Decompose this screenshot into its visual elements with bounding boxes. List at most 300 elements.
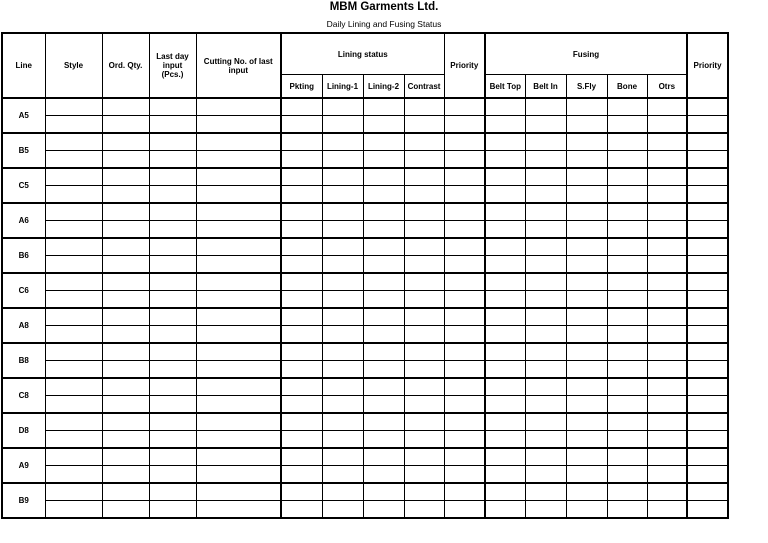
table-cell[interactable]: [525, 168, 566, 186]
table-cell[interactable]: [525, 291, 566, 309]
table-cell[interactable]: [102, 396, 149, 414]
table-cell[interactable]: [149, 501, 196, 519]
table-cell[interactable]: [404, 116, 444, 134]
table-cell[interactable]: [647, 133, 687, 151]
table-cell[interactable]: [45, 448, 102, 466]
table-cell[interactable]: [566, 501, 607, 519]
table-cell[interactable]: [196, 291, 281, 309]
table-cell[interactable]: [149, 326, 196, 344]
table-cell[interactable]: [444, 501, 485, 519]
table-cell[interactable]: [196, 466, 281, 484]
table-cell[interactable]: [102, 431, 149, 449]
table-cell[interactable]: [196, 308, 281, 326]
table-cell[interactable]: [363, 308, 404, 326]
table-cell[interactable]: [485, 221, 525, 239]
table-cell[interactable]: [607, 308, 647, 326]
table-cell[interactable]: [149, 238, 196, 256]
table-cell[interactable]: [566, 151, 607, 169]
table-cell[interactable]: [102, 378, 149, 396]
table-cell[interactable]: [363, 291, 404, 309]
table-cell[interactable]: [149, 291, 196, 309]
table-cell[interactable]: [444, 116, 485, 134]
table-cell[interactable]: [404, 501, 444, 519]
table-cell[interactable]: [322, 273, 363, 291]
table-cell[interactable]: [525, 98, 566, 116]
table-cell[interactable]: [647, 431, 687, 449]
table-cell[interactable]: [525, 378, 566, 396]
table-cell[interactable]: [102, 326, 149, 344]
table-cell[interactable]: [196, 378, 281, 396]
table-cell[interactable]: [444, 256, 485, 274]
table-cell[interactable]: [363, 343, 404, 361]
table-cell[interactable]: [281, 466, 322, 484]
table-cell[interactable]: [45, 326, 102, 344]
table-cell[interactable]: [444, 186, 485, 204]
table-cell[interactable]: [485, 186, 525, 204]
table-cell[interactable]: [404, 203, 444, 221]
table-cell[interactable]: [363, 483, 404, 501]
table-cell[interactable]: [281, 413, 322, 431]
table-cell[interactable]: [363, 448, 404, 466]
table-cell[interactable]: [485, 291, 525, 309]
table-cell[interactable]: [607, 238, 647, 256]
table-cell[interactable]: [566, 116, 607, 134]
table-cell[interactable]: [444, 413, 485, 431]
table-cell[interactable]: [647, 361, 687, 379]
table-cell[interactable]: [102, 413, 149, 431]
table-cell[interactable]: [444, 203, 485, 221]
table-cell[interactable]: [485, 448, 525, 466]
table-cell[interactable]: [444, 238, 485, 256]
table-cell[interactable]: [149, 203, 196, 221]
table-cell[interactable]: [444, 483, 485, 501]
table-cell[interactable]: [322, 256, 363, 274]
table-cell[interactable]: [102, 483, 149, 501]
table-cell[interactable]: [607, 466, 647, 484]
table-cell[interactable]: [647, 413, 687, 431]
table-cell[interactable]: [607, 483, 647, 501]
table-cell[interactable]: [196, 501, 281, 519]
table-cell[interactable]: [45, 221, 102, 239]
table-cell[interactable]: [363, 186, 404, 204]
table-cell[interactable]: [102, 466, 149, 484]
table-cell[interactable]: [607, 501, 647, 519]
table-cell[interactable]: [281, 151, 322, 169]
table-cell[interactable]: [322, 343, 363, 361]
table-cell[interactable]: [45, 431, 102, 449]
table-cell[interactable]: [607, 151, 647, 169]
table-cell[interactable]: [102, 291, 149, 309]
table-cell[interactable]: [45, 343, 102, 361]
table-cell[interactable]: [196, 483, 281, 501]
table-cell[interactable]: [196, 151, 281, 169]
table-cell[interactable]: [566, 221, 607, 239]
table-cell[interactable]: [485, 203, 525, 221]
table-cell[interactable]: [322, 413, 363, 431]
table-cell[interactable]: [404, 378, 444, 396]
table-cell[interactable]: [45, 186, 102, 204]
table-cell[interactable]: [363, 501, 404, 519]
table-cell[interactable]: [149, 308, 196, 326]
table-cell[interactable]: [149, 448, 196, 466]
table-cell[interactable]: [647, 308, 687, 326]
table-cell[interactable]: [102, 221, 149, 239]
table-cell[interactable]: [647, 483, 687, 501]
table-cell[interactable]: [566, 431, 607, 449]
table-cell[interactable]: [607, 98, 647, 116]
table-cell[interactable]: [525, 186, 566, 204]
table-cell[interactable]: [196, 133, 281, 151]
table-cell[interactable]: [687, 413, 728, 431]
table-cell[interactable]: [363, 221, 404, 239]
table-cell[interactable]: [485, 133, 525, 151]
table-cell[interactable]: [196, 448, 281, 466]
table-cell[interactable]: [525, 221, 566, 239]
table-cell[interactable]: [525, 501, 566, 519]
table-cell[interactable]: [525, 343, 566, 361]
table-cell[interactable]: [525, 308, 566, 326]
table-cell[interactable]: [485, 326, 525, 344]
table-cell[interactable]: [102, 116, 149, 134]
table-cell[interactable]: [566, 396, 607, 414]
table-cell[interactable]: [404, 361, 444, 379]
table-cell[interactable]: [485, 116, 525, 134]
table-cell[interactable]: [485, 256, 525, 274]
table-cell[interactable]: [404, 133, 444, 151]
table-cell[interactable]: [404, 291, 444, 309]
table-cell[interactable]: [363, 431, 404, 449]
table-cell[interactable]: [687, 308, 728, 326]
table-cell[interactable]: [45, 483, 102, 501]
table-cell[interactable]: [566, 448, 607, 466]
table-cell[interactable]: [566, 98, 607, 116]
table-cell[interactable]: [102, 361, 149, 379]
table-cell[interactable]: [196, 168, 281, 186]
table-cell[interactable]: [322, 483, 363, 501]
table-cell[interactable]: [149, 273, 196, 291]
table-cell[interactable]: [281, 396, 322, 414]
table-cell[interactable]: [607, 133, 647, 151]
table-cell[interactable]: [404, 448, 444, 466]
table-cell[interactable]: [404, 256, 444, 274]
table-cell[interactable]: [607, 168, 647, 186]
table-cell[interactable]: [149, 413, 196, 431]
table-cell[interactable]: [363, 326, 404, 344]
table-cell[interactable]: [444, 168, 485, 186]
table-cell[interactable]: [45, 98, 102, 116]
table-cell[interactable]: [102, 238, 149, 256]
table-cell[interactable]: [647, 273, 687, 291]
table-cell[interactable]: [444, 273, 485, 291]
table-cell[interactable]: [281, 291, 322, 309]
table-cell[interactable]: [404, 238, 444, 256]
table-cell[interactable]: [363, 238, 404, 256]
table-cell[interactable]: [566, 466, 607, 484]
table-cell[interactable]: [149, 186, 196, 204]
table-cell[interactable]: [687, 483, 728, 501]
table-cell[interactable]: [687, 238, 728, 256]
table-cell[interactable]: [45, 273, 102, 291]
table-cell[interactable]: [322, 378, 363, 396]
table-cell[interactable]: [102, 203, 149, 221]
table-cell[interactable]: [525, 256, 566, 274]
table-cell[interactable]: [647, 343, 687, 361]
table-cell[interactable]: [607, 326, 647, 344]
table-cell[interactable]: [607, 273, 647, 291]
table-cell[interactable]: [687, 291, 728, 309]
table-cell[interactable]: [363, 466, 404, 484]
table-cell[interactable]: [45, 238, 102, 256]
table-cell[interactable]: [149, 151, 196, 169]
table-cell[interactable]: [485, 361, 525, 379]
table-cell[interactable]: [149, 98, 196, 116]
table-cell[interactable]: [149, 378, 196, 396]
table-cell[interactable]: [149, 361, 196, 379]
table-cell[interactable]: [687, 186, 728, 204]
table-cell[interactable]: [149, 483, 196, 501]
table-cell[interactable]: [404, 308, 444, 326]
table-cell[interactable]: [363, 116, 404, 134]
table-cell[interactable]: [149, 221, 196, 239]
table-cell[interactable]: [322, 133, 363, 151]
table-cell[interactable]: [647, 168, 687, 186]
table-cell[interactable]: [363, 168, 404, 186]
table-cell[interactable]: [485, 396, 525, 414]
table-cell[interactable]: [525, 396, 566, 414]
table-cell[interactable]: [444, 151, 485, 169]
table-cell[interactable]: [322, 221, 363, 239]
table-cell[interactable]: [45, 466, 102, 484]
table-cell[interactable]: [322, 361, 363, 379]
table-cell[interactable]: [485, 151, 525, 169]
table-cell[interactable]: [404, 98, 444, 116]
table-cell[interactable]: [607, 221, 647, 239]
table-cell[interactable]: [566, 273, 607, 291]
table-cell[interactable]: [647, 116, 687, 134]
table-cell[interactable]: [196, 396, 281, 414]
table-cell[interactable]: [566, 413, 607, 431]
table-cell[interactable]: [363, 256, 404, 274]
table-cell[interactable]: [322, 203, 363, 221]
table-cell[interactable]: [607, 116, 647, 134]
table-cell[interactable]: [45, 168, 102, 186]
table-cell[interactable]: [566, 238, 607, 256]
table-cell[interactable]: [45, 413, 102, 431]
table-cell[interactable]: [607, 361, 647, 379]
table-cell[interactable]: [281, 168, 322, 186]
table-cell[interactable]: [45, 151, 102, 169]
table-cell[interactable]: [687, 168, 728, 186]
table-cell[interactable]: [149, 168, 196, 186]
table-cell[interactable]: [525, 361, 566, 379]
table-cell[interactable]: [525, 326, 566, 344]
table-cell[interactable]: [647, 221, 687, 239]
table-cell[interactable]: [404, 396, 444, 414]
table-cell[interactable]: [607, 203, 647, 221]
table-cell[interactable]: [196, 361, 281, 379]
table-cell[interactable]: [322, 151, 363, 169]
table-cell[interactable]: [281, 361, 322, 379]
table-cell[interactable]: [149, 116, 196, 134]
table-cell[interactable]: [687, 396, 728, 414]
table-cell[interactable]: [687, 151, 728, 169]
table-cell[interactable]: [525, 448, 566, 466]
table-cell[interactable]: [607, 291, 647, 309]
table-cell[interactable]: [45, 308, 102, 326]
table-cell[interactable]: [566, 186, 607, 204]
table-cell[interactable]: [687, 116, 728, 134]
table-cell[interactable]: [444, 98, 485, 116]
table-cell[interactable]: [485, 431, 525, 449]
table-cell[interactable]: [687, 466, 728, 484]
table-cell[interactable]: [102, 343, 149, 361]
table-cell[interactable]: [363, 98, 404, 116]
table-cell[interactable]: [281, 256, 322, 274]
table-cell[interactable]: [102, 186, 149, 204]
table-cell[interactable]: [322, 308, 363, 326]
table-cell[interactable]: [566, 326, 607, 344]
table-cell[interactable]: [687, 326, 728, 344]
table-cell[interactable]: [322, 466, 363, 484]
table-cell[interactable]: [647, 186, 687, 204]
table-cell[interactable]: [363, 361, 404, 379]
table-cell[interactable]: [322, 291, 363, 309]
table-cell[interactable]: [687, 221, 728, 239]
table-cell[interactable]: [196, 116, 281, 134]
table-cell[interactable]: [566, 308, 607, 326]
table-cell[interactable]: [566, 203, 607, 221]
table-cell[interactable]: [485, 501, 525, 519]
table-cell[interactable]: [45, 361, 102, 379]
table-cell[interactable]: [281, 133, 322, 151]
table-cell[interactable]: [281, 203, 322, 221]
table-cell[interactable]: [566, 343, 607, 361]
table-cell[interactable]: [404, 483, 444, 501]
table-cell[interactable]: [647, 203, 687, 221]
table-cell[interactable]: [404, 273, 444, 291]
table-cell[interactable]: [687, 343, 728, 361]
table-cell[interactable]: [485, 466, 525, 484]
table-cell[interactable]: [444, 291, 485, 309]
table-cell[interactable]: [281, 273, 322, 291]
table-cell[interactable]: [525, 273, 566, 291]
table-cell[interactable]: [404, 466, 444, 484]
table-cell[interactable]: [647, 378, 687, 396]
table-cell[interactable]: [281, 431, 322, 449]
table-cell[interactable]: [566, 378, 607, 396]
table-cell[interactable]: [444, 133, 485, 151]
table-cell[interactable]: [45, 501, 102, 519]
table-cell[interactable]: [363, 133, 404, 151]
table-cell[interactable]: [607, 343, 647, 361]
table-cell[interactable]: [102, 168, 149, 186]
table-cell[interactable]: [196, 431, 281, 449]
table-cell[interactable]: [102, 308, 149, 326]
table-cell[interactable]: [687, 98, 728, 116]
table-cell[interactable]: [281, 343, 322, 361]
table-cell[interactable]: [322, 238, 363, 256]
table-cell[interactable]: [647, 151, 687, 169]
table-cell[interactable]: [444, 396, 485, 414]
table-cell[interactable]: [363, 151, 404, 169]
table-cell[interactable]: [566, 483, 607, 501]
table-cell[interactable]: [281, 308, 322, 326]
table-cell[interactable]: [444, 378, 485, 396]
table-cell[interactable]: [149, 133, 196, 151]
table-cell[interactable]: [102, 133, 149, 151]
table-cell[interactable]: [647, 396, 687, 414]
table-cell[interactable]: [196, 98, 281, 116]
table-cell[interactable]: [525, 413, 566, 431]
table-cell[interactable]: [525, 203, 566, 221]
table-cell[interactable]: [45, 396, 102, 414]
table-cell[interactable]: [687, 361, 728, 379]
table-cell[interactable]: [525, 483, 566, 501]
table-cell[interactable]: [149, 343, 196, 361]
table-cell[interactable]: [363, 203, 404, 221]
table-cell[interactable]: [444, 308, 485, 326]
table-cell[interactable]: [647, 291, 687, 309]
table-cell[interactable]: [485, 378, 525, 396]
table-cell[interactable]: [322, 501, 363, 519]
table-cell[interactable]: [687, 501, 728, 519]
table-cell[interactable]: [687, 256, 728, 274]
table-cell[interactable]: [607, 413, 647, 431]
table-cell[interactable]: [281, 221, 322, 239]
table-cell[interactable]: [607, 448, 647, 466]
table-cell[interactable]: [322, 168, 363, 186]
table-cell[interactable]: [485, 168, 525, 186]
table-cell[interactable]: [322, 186, 363, 204]
table-cell[interactable]: [281, 501, 322, 519]
table-cell[interactable]: [404, 186, 444, 204]
table-cell[interactable]: [102, 98, 149, 116]
table-cell[interactable]: [196, 186, 281, 204]
table-cell[interactable]: [485, 413, 525, 431]
table-cell[interactable]: [566, 361, 607, 379]
table-cell[interactable]: [647, 448, 687, 466]
table-cell[interactable]: [196, 238, 281, 256]
table-cell[interactable]: [322, 396, 363, 414]
table-cell[interactable]: [566, 133, 607, 151]
table-cell[interactable]: [525, 466, 566, 484]
table-cell[interactable]: [281, 483, 322, 501]
table-cell[interactable]: [607, 396, 647, 414]
table-cell[interactable]: [485, 483, 525, 501]
table-cell[interactable]: [485, 98, 525, 116]
table-cell[interactable]: [607, 431, 647, 449]
table-cell[interactable]: [196, 326, 281, 344]
table-cell[interactable]: [647, 501, 687, 519]
table-cell[interactable]: [149, 431, 196, 449]
table-cell[interactable]: [196, 413, 281, 431]
table-cell[interactable]: [444, 361, 485, 379]
table-cell[interactable]: [404, 431, 444, 449]
table-cell[interactable]: [196, 343, 281, 361]
table-cell[interactable]: [404, 326, 444, 344]
table-cell[interactable]: [485, 238, 525, 256]
table-cell[interactable]: [687, 448, 728, 466]
table-cell[interactable]: [607, 186, 647, 204]
table-cell[interactable]: [485, 343, 525, 361]
table-cell[interactable]: [281, 116, 322, 134]
table-cell[interactable]: [281, 98, 322, 116]
table-cell[interactable]: [363, 413, 404, 431]
table-cell[interactable]: [687, 203, 728, 221]
table-cell[interactable]: [149, 256, 196, 274]
table-cell[interactable]: [102, 501, 149, 519]
table-cell[interactable]: [102, 151, 149, 169]
